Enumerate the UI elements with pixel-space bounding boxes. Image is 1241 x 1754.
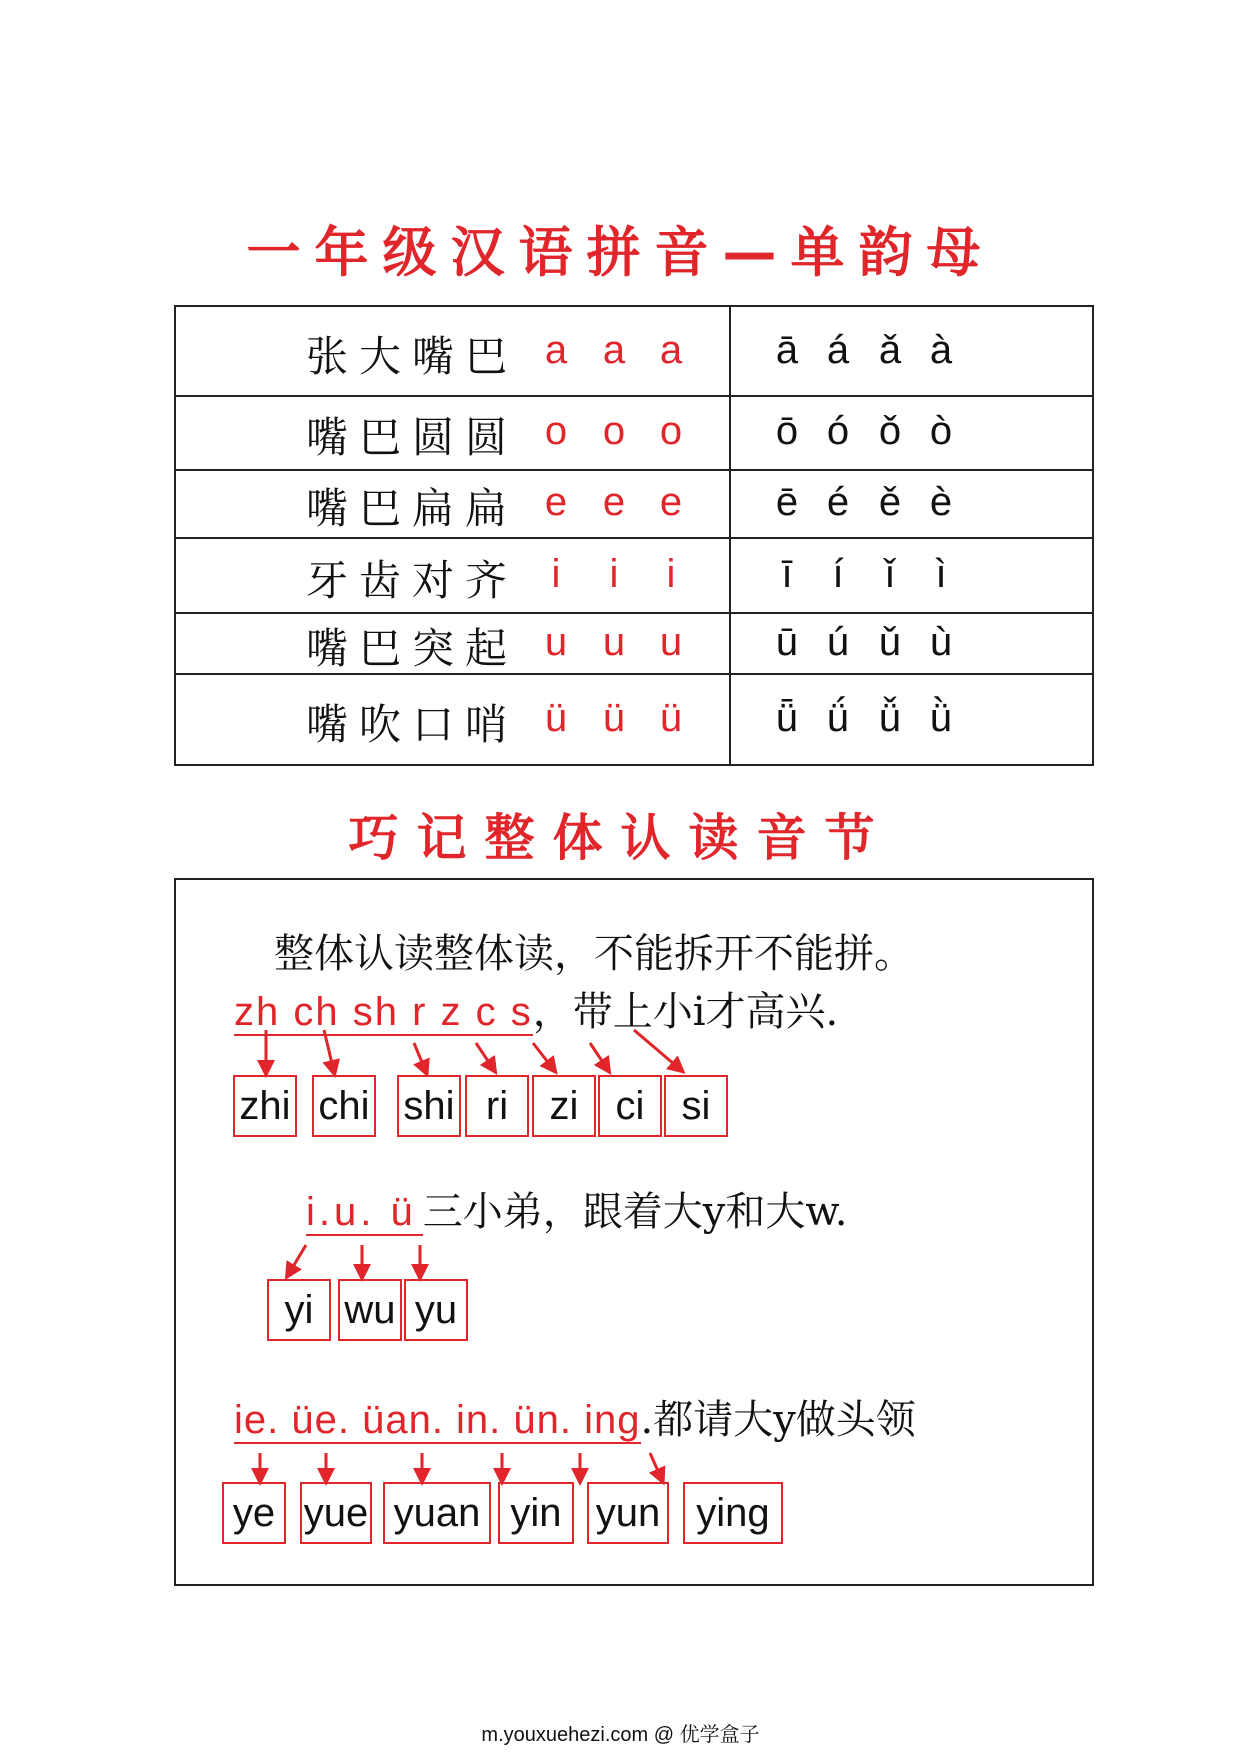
row-tone: ǔ — [878, 619, 902, 664]
row-phrase: 嘴巴扁扁 — [306, 484, 519, 533]
table-row — [176, 612, 1092, 675]
row-vowel: e — [659, 480, 683, 524]
row-phrase: 嘴吹口哨 — [306, 699, 519, 749]
row-tone: ě — [878, 480, 902, 524]
row-tone: ā — [775, 328, 799, 372]
vowels-text: i.u. ü — [306, 1190, 423, 1236]
syllable-box-item: ri — [465, 1075, 529, 1137]
row-vowel: u — [602, 619, 626, 664]
row-tone: à — [929, 328, 953, 372]
row-tone: é — [826, 480, 850, 524]
row-tone: ō — [775, 409, 799, 453]
vowel-table — [174, 305, 1094, 766]
row-vowel: i — [551, 551, 561, 596]
row-vowel: ü — [659, 695, 683, 740]
row-phrase: 张大嘴巴 — [306, 332, 519, 381]
row-vowel: o — [602, 409, 626, 453]
row-tone: á — [826, 328, 850, 372]
syllable-box-item: zhi — [233, 1075, 297, 1137]
row-tone: ǜ — [929, 695, 953, 740]
table-row — [176, 307, 1092, 397]
row-vowel: u — [659, 619, 683, 664]
syllable-box-item: zi — [532, 1075, 596, 1137]
row-tone: ù — [929, 619, 953, 664]
row-vowel: o — [544, 409, 568, 453]
syllable-box-item: yue — [300, 1482, 372, 1544]
row-tone: ī — [781, 551, 793, 596]
syllable-box-item: wu — [338, 1279, 402, 1341]
down-arrow-icon — [324, 1030, 334, 1072]
syllable-box-item: si — [664, 1075, 728, 1137]
row-tone: ǐ — [885, 551, 895, 596]
down-arrow-icon — [533, 1043, 554, 1070]
syllable-box-item: ying — [683, 1482, 783, 1544]
finals-text: ie. üe. üan. in. ün. ing — [234, 1398, 641, 1442]
row-vowel: a — [544, 328, 568, 372]
syllable-box-item: yin — [498, 1482, 574, 1544]
row-vowel: u — [544, 619, 568, 664]
syllable-box-item: shi — [397, 1075, 461, 1137]
row-phrase: 嘴巴突起 — [306, 623, 519, 673]
row-tone: ǘ — [826, 695, 850, 740]
row-tone: í — [832, 551, 844, 596]
syllable-box-item: yun — [587, 1482, 669, 1544]
arrows-layer — [176, 880, 1096, 1588]
syllable-box-item: yuan — [383, 1482, 491, 1544]
table-row — [176, 673, 1092, 764]
row-tone: ǚ — [878, 695, 902, 740]
down-arrow-icon — [476, 1043, 494, 1070]
row-tone: ē — [775, 480, 799, 524]
row-vowel: o — [659, 409, 683, 453]
row-tone: ì — [935, 551, 947, 596]
down-arrow-icon — [288, 1245, 306, 1275]
down-arrow-icon — [650, 1453, 662, 1480]
row-tone: ó — [826, 409, 850, 453]
row-vowel: a — [602, 328, 626, 372]
rhyme-text-3: .都请大y做头领 — [640, 1397, 916, 1443]
page-title: 一年级汉语拼音—单韵母 — [246, 221, 995, 284]
row-vowel: a — [659, 328, 683, 372]
row-vowel: i — [609, 551, 619, 596]
row-phrase: 牙齿对齐 — [306, 555, 519, 605]
row-vowel: ü — [544, 695, 568, 740]
syllable-box-item: yi — [267, 1279, 331, 1341]
row-vowel: ü — [602, 695, 626, 740]
row-tone: ǖ — [775, 695, 799, 740]
syllable-box-item: chi — [312, 1075, 376, 1137]
rhyme-text-1: ，带上小i才高兴. — [532, 989, 839, 1035]
row-tone: ǒ — [878, 409, 902, 453]
row-tone: ǎ — [878, 328, 902, 372]
down-arrow-icon — [414, 1043, 426, 1072]
row-tone: ú — [826, 619, 850, 664]
section-title: 巧记整体认读音节 — [348, 809, 893, 867]
syllable-box-item: ci — [598, 1075, 662, 1137]
initials-text: zh ch sh r z c s — [234, 990, 533, 1034]
syllable-box-item: ye — [222, 1482, 286, 1544]
row-vowel: e — [544, 480, 568, 524]
verse-line-1: 整体认读整体读，不能拆开不能拼。 — [274, 931, 914, 977]
footer-credit: m.youxuehezi.com @ 优学盒子 — [481, 1724, 760, 1746]
down-arrow-icon — [590, 1043, 608, 1070]
syllable-box — [174, 878, 1094, 1586]
row-tone: ū — [775, 619, 799, 664]
rhyme-text-2: 三小弟，跟着大y和大w. — [422, 1189, 848, 1235]
row-vowel: e — [602, 480, 626, 524]
row-tone: è — [929, 480, 953, 524]
row-vowel: i — [666, 551, 676, 596]
row-phrase: 嘴巴圆圆 — [306, 413, 519, 462]
row-tone: ò — [929, 409, 953, 453]
table-row — [176, 537, 1092, 614]
syllable-box-item: yu — [404, 1279, 468, 1341]
down-arrow-icon — [634, 1030, 681, 1070]
table-row — [176, 395, 1092, 471]
table-row — [176, 469, 1092, 539]
